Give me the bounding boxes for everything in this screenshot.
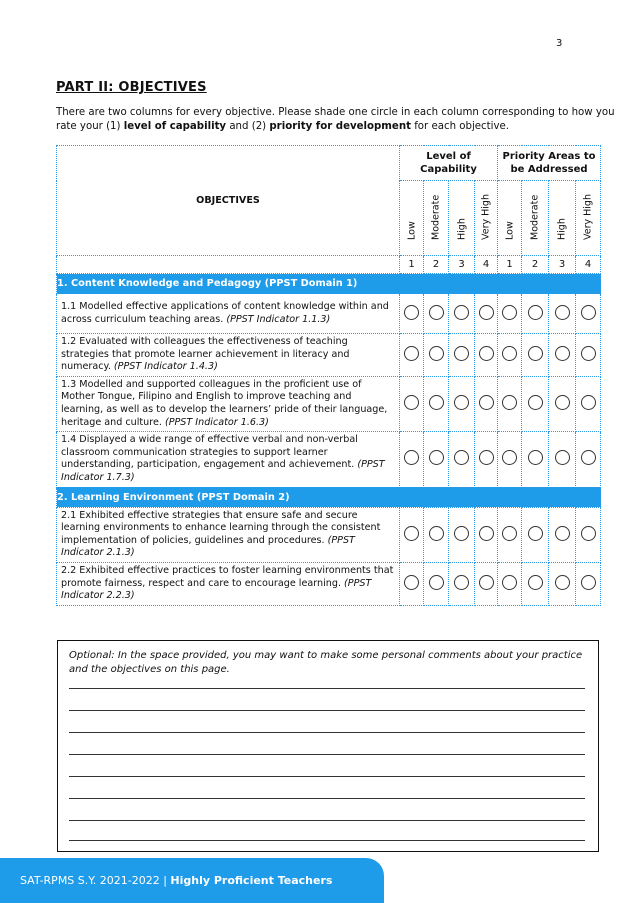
rating-cell [424,294,449,334]
priority-areas-header: Priority Areas to be Addressed [498,146,601,181]
rating-cell [424,432,449,487]
rating-radio[interactable] [454,526,469,541]
section-title: PART II: OBJECTIVES [56,80,207,95]
comment-line[interactable] [69,840,585,841]
objective-row [57,562,601,605]
column-number: 1 [400,256,424,274]
rating-cell [498,376,522,431]
objective-description: 2.2 Exhibited effective practices to foster learning environments that promote fairness, respect and care to encourage learning. [61,564,394,589]
ppst-indicator: (PPST Indicator 1.6.3) [164,416,269,428]
comment-box[interactable] [57,640,599,852]
column-header-label: High [556,218,568,240]
rating-radio[interactable] [581,450,596,465]
column-header-low [400,181,424,256]
rating-cell [449,294,475,334]
instructions-bold-1: level of capability [123,121,227,132]
rating-radio[interactable] [454,346,469,361]
rating-radio[interactable] [429,395,444,410]
rating-radio[interactable] [454,575,469,590]
rating-cell [400,562,424,605]
comment-prompt: Optional: In the space provided, you may want to make some personal comments about your practice and the objectives on this page. [69,650,583,675]
column-header-high [449,181,475,256]
rating-radio[interactable] [502,305,517,320]
rating-radio[interactable] [528,450,543,465]
comment-line[interactable] [69,820,585,821]
comment-line[interactable] [69,754,585,755]
rating-cell [498,334,522,377]
rating-cell [400,334,424,377]
column-header-very-high [576,181,601,256]
objective-row [57,334,601,377]
column-header-label: Low [406,221,417,240]
rating-radio[interactable] [528,305,543,320]
rating-radio[interactable] [502,575,517,590]
objective-row [57,294,601,334]
rating-radio[interactable] [454,395,469,410]
column-header-label: Moderate [529,194,541,240]
rating-radio[interactable] [528,346,543,361]
objective-text [57,334,400,377]
ppst-indicator: (PPST Indicator 2.1.3) [61,534,355,559]
objective-row [57,376,601,431]
rating-radio[interactable] [502,450,517,465]
page-number: 3 [556,38,563,49]
instructions-bold-2: priority for development [269,121,411,132]
comment-line[interactable] [69,798,585,799]
instructions-text-3: for each objective. [410,121,510,132]
objective-description: 1.1 Modelled effective applications of content knowledge within and across curriculum teaching areas. [61,300,389,325]
rating-cell [475,376,498,431]
column-header-label: Moderate [430,194,442,240]
column-number: 3 [449,256,475,274]
objective-description: 1.2 Evaluated with colleagues the effectiveness of teaching strategies that promote learner achievement in literacy and numeracy. [61,336,350,373]
rating-radio[interactable] [528,395,543,410]
footer-bold-label: Highly Proficient Teachers [170,874,333,887]
column-header-label: Low [504,221,515,240]
rating-radio[interactable] [479,526,494,541]
domain-header: 2. Learning Environment (PPST Domain 2) [57,487,601,507]
rating-radio[interactable] [479,575,494,590]
footer-text [20,874,332,887]
ppst-indicator: (PPST Indicator 1.7.3) [61,459,385,483]
rating-cell [475,507,498,562]
numbers-spacer [57,256,400,274]
rating-cell [549,507,576,562]
objective-description: 1.4 Displayed a wide range of effective verbal and non-verbal classroom communication strategies to support learner understanding, participation, engagement and achievement. [61,434,358,471]
rating-radio[interactable] [404,395,419,410]
rating-cell [424,334,449,377]
column-number: 2 [424,256,449,274]
ppst-indicator: (PPST Indicator 2.2.3) [61,577,372,602]
rating-radio[interactable] [454,305,469,320]
rating-radio[interactable] [404,305,419,320]
domain-header: 1. Content Knowledge and Pedagogy (PPST Domain 1) [57,274,601,294]
rating-cell [576,562,601,605]
column-number: 3 [549,256,576,274]
rating-radio[interactable] [404,346,419,361]
rating-cell [475,432,498,487]
rating-radio[interactable] [454,450,469,465]
rating-cell [522,507,549,562]
rating-cell [549,294,576,334]
rating-radio[interactable] [581,575,596,590]
rating-cell [400,376,424,431]
rating-radio[interactable] [581,305,596,320]
rating-radio[interactable] [555,575,570,590]
rating-radio[interactable] [581,346,596,361]
rating-cell [424,376,449,431]
rating-cell [449,507,475,562]
objective-text [57,376,400,431]
rating-cell [400,507,424,562]
rating-radio[interactable] [479,305,494,320]
rating-cell [400,294,424,334]
rating-cell [549,432,576,487]
rating-radio[interactable] [581,526,596,541]
rating-radio[interactable] [429,575,444,590]
objective-description: 2.1 Exhibited effective strategies that ensure safe and secure learning environments to enhance learning through the consistent implementation of policies, guidelines and procedures. [61,509,381,546]
comment-line[interactable] [69,688,585,689]
rating-radio[interactable] [555,450,570,465]
objective-text [57,507,400,562]
rating-cell [449,432,475,487]
rating-radio[interactable] [502,526,517,541]
rating-cell [498,432,522,487]
rating-cell [449,562,475,605]
rating-cell [522,294,549,334]
rating-cell [576,432,601,487]
rating-cell [475,562,498,605]
comment-line[interactable] [69,732,585,733]
objective-text [57,432,400,487]
comment-line[interactable] [69,776,585,777]
rating-cell [522,432,549,487]
column-header-very-high [475,181,498,256]
rating-radio[interactable] [479,395,494,410]
objective-text [57,562,400,605]
rating-radio[interactable] [429,346,444,361]
rating-radio[interactable] [429,305,444,320]
rating-radio[interactable] [555,526,570,541]
instructions-text-1: There are two columns for every objective. Please shade one circle in each column corresponding to how you rate your (1) [56,107,615,132]
rating-radio[interactable] [555,346,570,361]
rating-cell [424,562,449,605]
objectives-header: OBJECTIVES [57,146,400,256]
ppst-indicator: (PPST Indicator 1.4.3) [113,361,218,373]
rating-cell [549,376,576,431]
rating-cell [449,376,475,431]
rating-radio[interactable] [479,450,494,465]
rating-radio[interactable] [528,526,543,541]
rating-cell [576,376,601,431]
rating-cell [449,334,475,377]
rating-cell [549,562,576,605]
objective-row [57,507,601,562]
rating-cell [498,294,522,334]
rating-radio[interactable] [555,305,570,320]
instructions-text-2: and (2) [226,121,270,132]
objective-row [57,432,601,487]
rating-cell [549,334,576,377]
column-header-high [549,181,576,256]
ppst-indicator: (PPST Indicator 1.1.3) [226,313,331,325]
column-header-label: Very High [480,194,492,240]
rating-radio[interactable] [502,395,517,410]
rating-cell [576,334,601,377]
rating-radio[interactable] [404,450,419,465]
rating-radio[interactable] [502,346,517,361]
rating-cell [576,294,601,334]
column-header-label: High [456,218,467,240]
column-number: 2 [522,256,549,274]
rating-cell [498,507,522,562]
footer-label: SAT-RPMS S.Y. 2021-2022 | [20,874,171,887]
rating-radio[interactable] [429,526,444,541]
rating-radio[interactable] [555,395,570,410]
rating-radio[interactable] [404,575,419,590]
rating-cell [424,507,449,562]
column-number: 4 [576,256,601,274]
column-header-moderate [522,181,549,256]
footer-banner [0,858,384,903]
rating-radio[interactable] [581,395,596,410]
level-of-capability-header: Level of Capability [400,146,498,181]
column-number: 1 [498,256,522,274]
column-header-label: Very High [582,194,594,240]
rating-cell [475,294,498,334]
rating-cell [475,334,498,377]
column-header-moderate [424,181,449,256]
rating-radio[interactable] [429,450,444,465]
comment-line[interactable] [69,710,585,711]
column-number: 4 [475,256,498,274]
objectives-table [56,145,601,606]
rating-cell [522,376,549,431]
instructions [56,106,616,134]
rating-radio[interactable] [479,346,494,361]
column-header-low [498,181,522,256]
rating-cell [576,507,601,562]
objective-description: 1.3 Modelled and supported colleagues in the proficient use of Mother Tongue, Filipino and English to improve teaching and learning, as well as to develop the learners’ pride of their language, heritage and culture. [61,378,388,428]
rating-radio[interactable] [528,575,543,590]
rating-cell [498,562,522,605]
rating-cell [522,334,549,377]
objective-text [57,294,400,334]
rating-cell [522,562,549,605]
rating-cell [400,432,424,487]
rating-radio[interactable] [404,526,419,541]
